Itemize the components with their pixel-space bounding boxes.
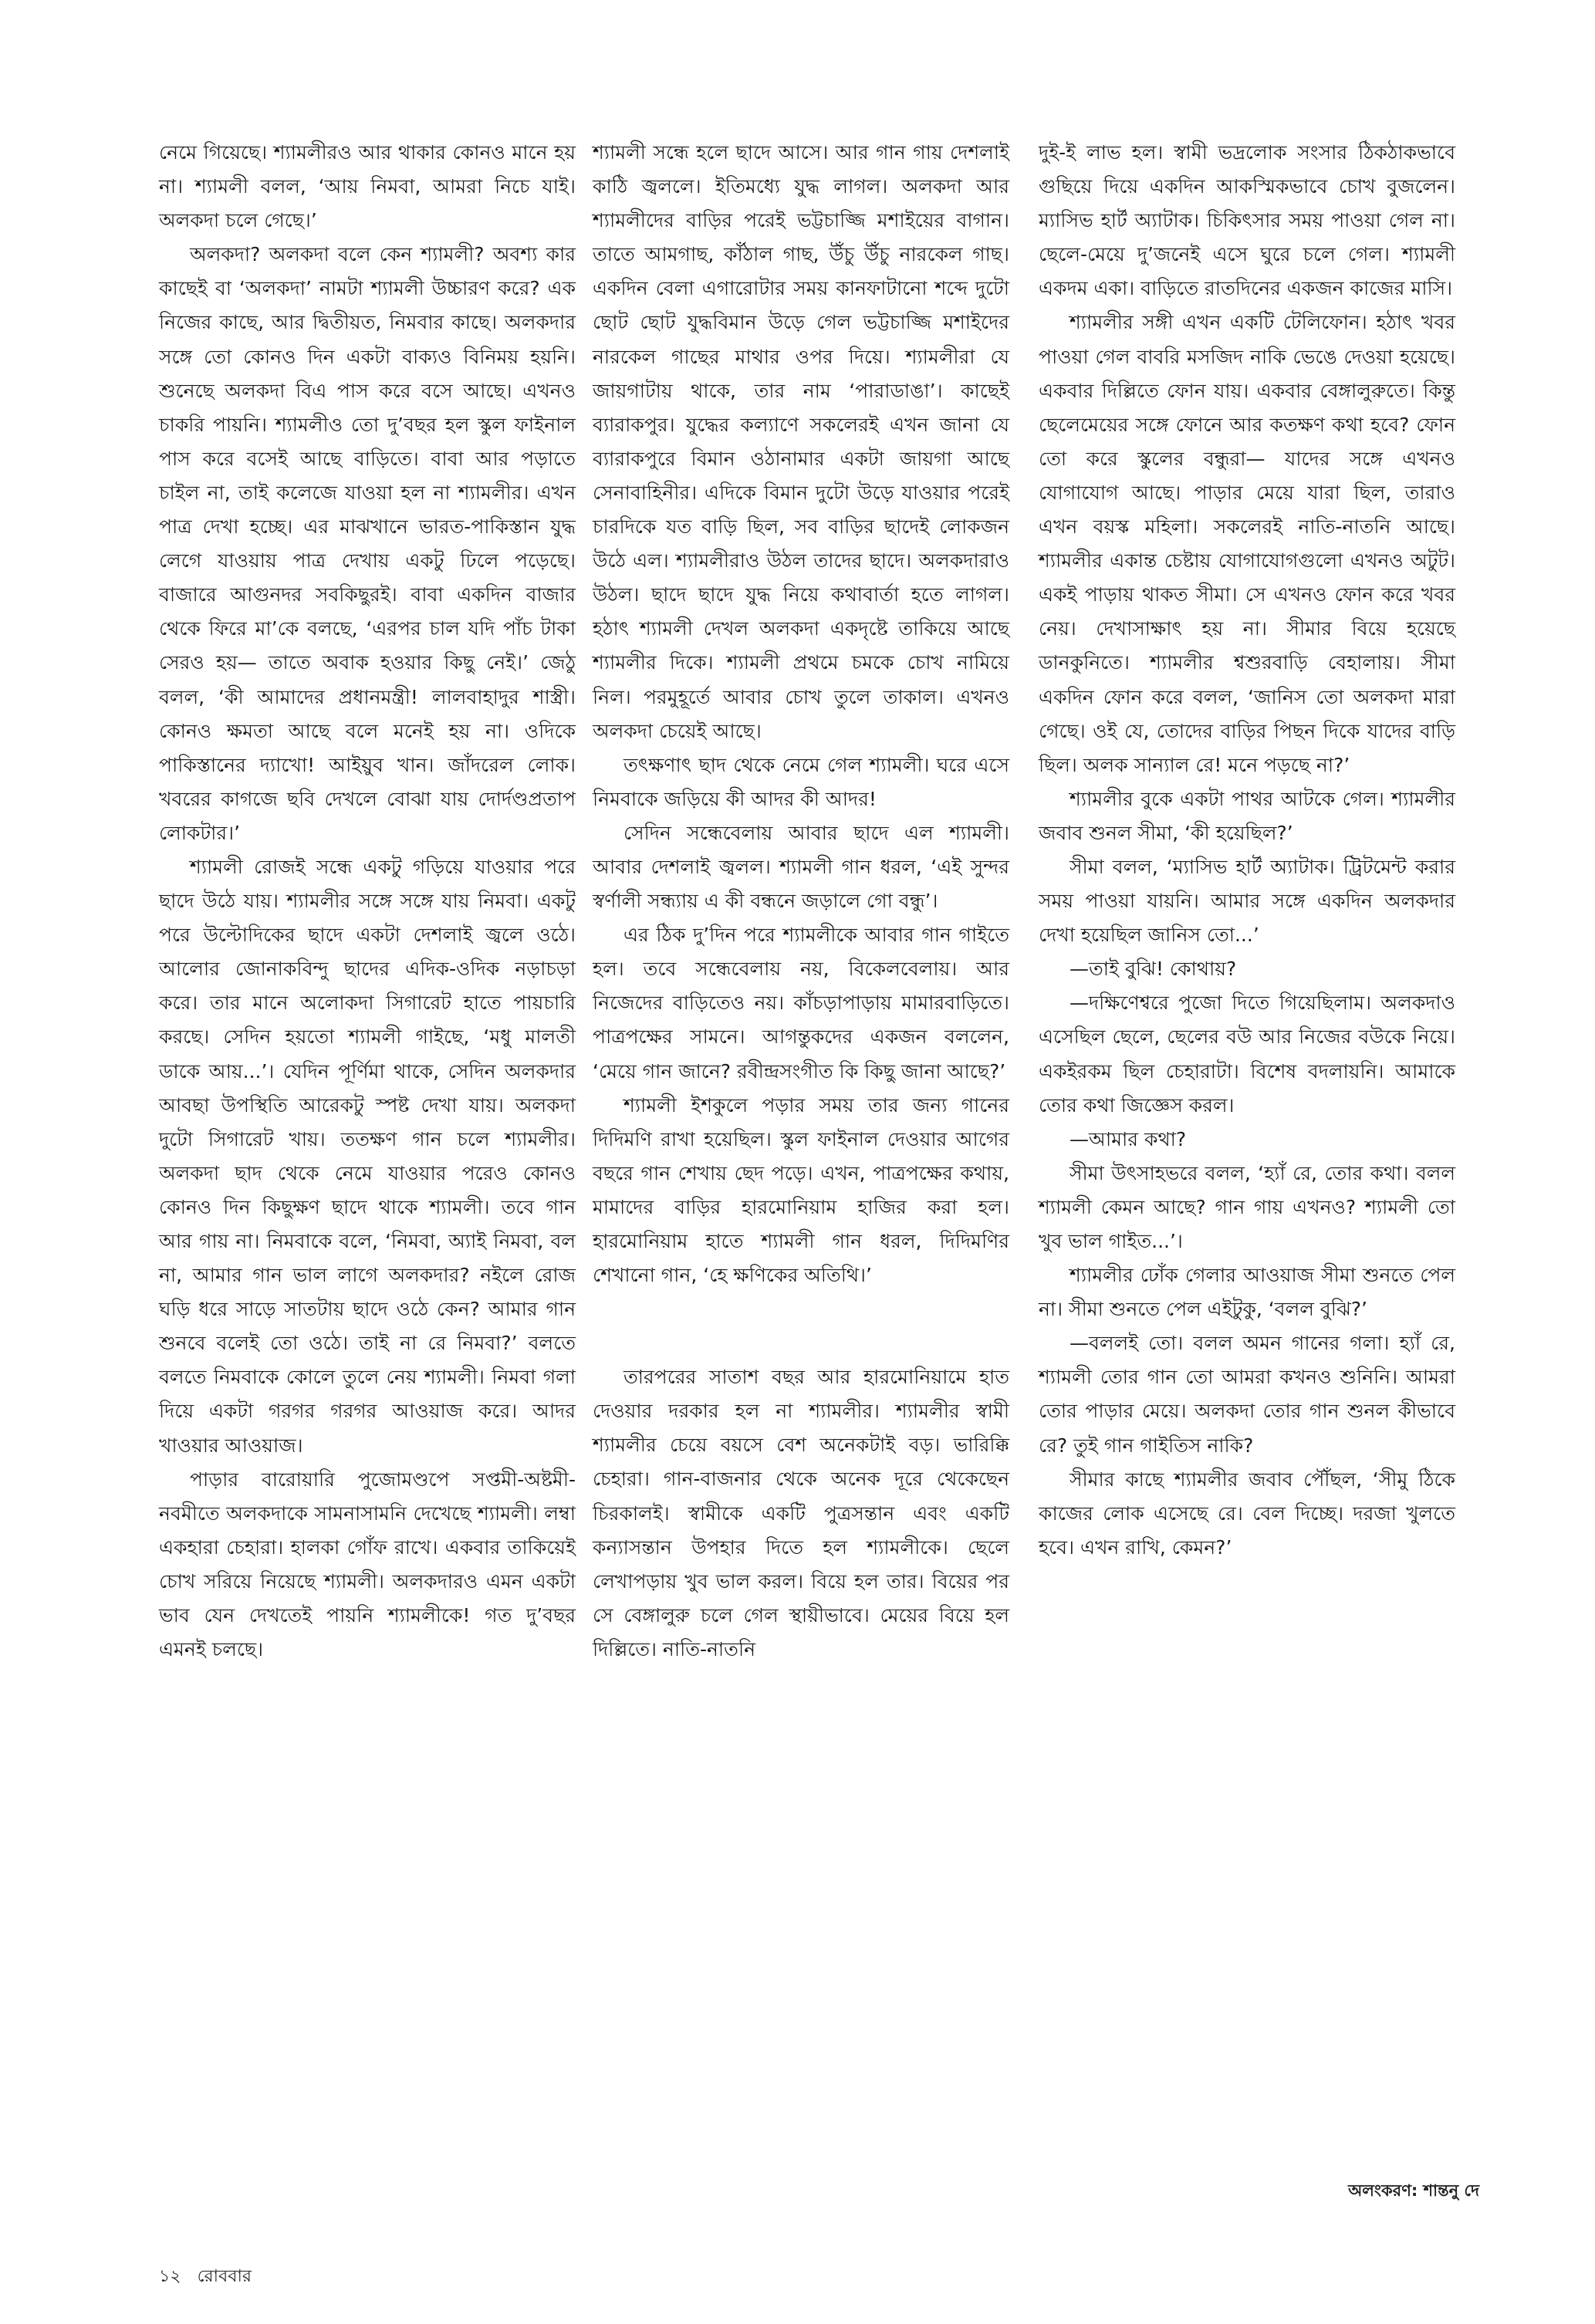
paragraph: তৎক্ষণাৎ ছাদ থেকে নেমে গেল শ্যামলী। ঘরে এসে নিমবাকে জড়িয়ে কী আদর কী আদর! [593,753,1009,810]
paragraph: এর ঠিক দু’দিন পরে শ্যামলীকে আবার গান গাইতে হল। তবে সন্ধেবেলায় নয়, বিকেলবেলায়। আর নিজেদের বাড়িতেও নয়। কাঁচড়াপাড়ায় মামারবাড়িতে। পাত্রপক্ষের সামনে। আগন্তুকদের একজন বললেন, ‘মেয়ে গান জানে? রবীন্দ্রসংগীত কি কিছু জানা আছে?’ [593,924,1009,1083]
paragraph: তারপরের সাতাশ বছর আর হারমোনিয়ামে হাত দেওয়ার দরকার হল না শ্যামলীর। শ্যামলীর স্বামী শ্যামলীর চেয়ে বয়সে বেশ অনেকটাই বড়। ভারিক্কি চেহারা। গান-বাজনার থেকে অনেক দূরে থেকেছেন চিরকালই। স্বামীকে একটি পুত্রসন্তান এবং একটি কন্যাসন্তান উপহার দিতে হল শ্যামলীকে। ছেলে লেখাপড়ায় খুব ভাল করল। বিয়ে হল তার। বিয়ের পর সে বেঙ্গালুরু চলে গেল স্থায়ীভাবে। মেয়ের বিয়ে হল দিল্লিতে। নাতি-নাতনি [593,1366,1009,1660]
paragraph: শ্যামলী সন্ধে হলে ছাদে আসে। আর গান গায় দেশলাই কাঠি জ্বললে। ইতিমধ্যে যুদ্ধ লাগল। অলকদা আর শ্যামলীদের বাড়ির পরেই ভট্টচাজ্জি মশাইয়ের বাগান। তাতে আমগাছ, কাঁঠাল গাছ, উঁচু উঁচু নারকেল গাছ। একদিন বেলা এগারোটার সময় কানফাটানো শব্দে দুটো ছোট ছোট যুদ্ধবিমান উড়ে গেল ভট্টচাজ্জি মশাইদের নারকেল গাছের মাথার ওপর দিয়ে। শ্যামলীরা যে জায়গাটায় থাকে, তার নাম ‘পারাডাঙা’। কাছেই ব্যারাকপুর। যুদ্ধের কল্যাণে সকলেরই এখন জানা যে ব্যারাকপুরে বিমান ওঠানামার একটা জায়গা আছে সেনাবাহিনীর। এদিকে বিমান দুটো উড়ে যাওয়ার পরেই চারদিকে যত বাড়ি ছিল, সব বাড়ির ছাদেই লোকজন উঠে এল। শ্যামলীরাও উঠল তাদের ছাদে। অলকদারাও উঠল। ছাদে ছাদে যুদ্ধ নিয়ে কথাবার্তা হতে লাগল। হঠাৎ শ্যামলী দেখল অলকদা একদৃষ্টে তাকিয়ে আছে শ্যামলীর দিকে। শ্যামলী প্রথমে চমকে চোখ নামিয়ে নিল। পরমুহূর্তে আবার চোখ তুলে তাকাল। এখনও অলকদা চেয়েই আছে। [593,141,1009,742]
paragraph: —বললই তো। বলল অমন গানের গলা। হ্যাঁ রে, শ্যামলী তোর গান তো আমরা কখনও শুনিনি। আমরা তোর পাড়ার মেয়ে। অলকদা তোর গান শুনল কীভাবে রে? তুই গান গাইতিস নাকি? [1039,1332,1455,1457]
text-column-2 [593,136,1009,1667]
text-column-1 [159,136,576,1667]
text-column-3 [1039,136,1455,1565]
paragraph: সীমা বলল, ‘ম্যাসিভ হার্ট অ্যাটাক। ট্রিটমেন্ট করার সময় পাওয়া যায়নি। আমার সঙ্গে একদিন অলকদার দেখা হয়েছিল জানিস তো...’ [1039,855,1455,947]
paragraph: সেদিন সন্ধেবেলায় আবার ছাদে এল শ্যামলী। আবার দেশলাই জ্বলল। শ্যামলী গান ধরল, ‘এই সুন্দর স্বর্ণালী সন্ধ্যায় এ কী বন্ধনে জড়ালে গো বন্ধু’। [593,821,1009,913]
page-footer [159,2265,252,2289]
illustration-credit: অলংকরণ: শান্তনু দে [1348,2181,1479,2200]
paragraph: —আমার কথা? [1070,1127,1187,1150]
paragraph: অলকদা? অলকদা বলে কেন শ্যামলী? অবশ্য কার কাছেই বা ‘অলকদা’ নামটা শ্যামলী উচ্চারণ করে? এক নিজের কাছে, আর দ্বিতীয়ত, নিমবার কাছে। অলকদার সঙ্গে তো কোনও দিন একটা বাক্যও বিনিময় হয়নি। শুনেছে অলকদা বিএ পাস করে বসে আছে। এখনও চাকরি পায়নি। শ্যামলীও তো দু’বছর হল স্কুল ফাইনাল পাস করে বসেই আছে বাড়িতে। বাবা আর পড়াতে চাইল না, তাই কলেজে যাওয়া হল না শ্যামলীর। এখন পাত্র দেখা হচ্ছে। এর মাঝখানে ভারত-পাকিস্তান যুদ্ধ লেগে যাওয়ায় পাত্র দেখায় একটু ঢিলে পড়েছে। বাজারে আগুনদর সবকিছুরই। বাবা একদিন বাজার থেকে ফিরে মা’কে বলছে, ‘এরপর চাল যদি পাঁচ টাকা সেরও হয়— তাতে অবাক হওয়ার কিছু নেই।’ জেঠু বলল, ‘কী আমাদের প্রধানমন্ত্রী! লালবাহাদুর শাস্ত্রী। কোনও ক্ষমতা আছে বলে মনেই হয় না। ওদিকে পাকিস্তানের দ্যাখো! আইয়ুব খান। জাঁদরেল লোক। খবরের কাগজে ছবি দেখলে বোঝা যায় দোর্দণ্ডপ্রতাপ লোকটার।’ [159,243,576,844]
paragraph: শ্যামলীর বুকে একটা পাথর আটকে গেল। শ্যামলীর জবাব শুনল সীমা, ‘কী হয়েছিল?’ [1039,787,1455,844]
paragraph: শ্যামলীর সঙ্গী এখন একটি টেলিফোন। হঠাৎ খবর পাওয়া গেল বাবরি মসজিদ নাকি ভেঙে দেওয়া হয়েছে। একবার দিল্লিতে ফোন যায়। একবার বেঙ্গালুরুতে। কিন্তু ছেলেমেয়ের সঙ্গে ফোনে আর কতক্ষণ কথা হবে? ফোন তো করে স্কুলের বন্ধুরা— যাদের সঙ্গে এখনও যোগাযোগ আছে। পাড়ার মেয়ে যারা ছিল, তারাও এখন বয়স্ক মহিলা। সকলেরই নাতি-নাতনি আছে। শ্যামলীর একান্ত চেষ্টায় যোগাযোগগুলো এখনও অটুট। একই পাড়ায় থাকত সীমা। সে এখনও ফোন করে খবর নেয়। দেখাসাক্ষাৎ হয় না। সীমার বিয়ে হয়েছে ডানকুনিতে। শ্যামলীর শ্বশুরবাড়ি বেহালায়। সীমা একদিন ফোন করে বলল, ‘জানিস তো অলকদা মারা গেছে। ওই যে, তোদের বাড়ির পিছন দিকে যাদের বাড়ি ছিল। অলক সান্যাল রে! মনে পড়ছে না?’ [1039,311,1455,776]
paragraph: পাড়ার বারোয়ারি পুজোমণ্ডপে সপ্তমী-অষ্টমী-নবমীতে অলকদাকে সামনাসামনি দেখেছে শ্যামলী। লম্বা একহারা চেহারা। হালকা গোঁফ রাখে। একবার তাকিয়েই চোখ সরিয়ে নিয়েছে শ্যামলী। অলকদারও এমন একটা ভাব যেন দেখতেই পায়নি শ্যামলীকে! গত দু’বছর এমনই চলছে। [159,1468,576,1661]
paragraph: —তাই বুঝি! কোথায়? [1070,958,1237,981]
paragraph: সীমা উৎসাহভরে বলল, ‘হ্যাঁ রে, তোর কথা। বলল শ্যামলী কেমন আছে? গান গায় এখনও? শ্যামলী তো খুব ভাল গাইত...’। [1039,1161,1455,1252]
paragraph: সীমার কাছে শ্যামলীর জবাব পৌঁছল, ‘সীমু ঠিকে কাজের লোক এসেছে রে। বেল দিচ্ছে। দরজা খুলতে হবে। এখন রাখি, কেমন?’ [1039,1468,1455,1559]
paragraph: নেমে গিয়েছে। শ্যামলীরও আর থাকার কোনও মানে হয় না। শ্যামলী বলল, ‘আয় নিমবা, আমরা নিচে যাই। অলকদা চলে গেছে।’ [159,141,576,232]
paragraph: —দক্ষিণেশ্বরে পুজো দিতে গিয়েছিলাম। অলকদাও এসেছিল ছেলে, ছেলের বউ আর নিজের বউকে নিয়ে। একইরকম ছিল চেহারাটা। বিশেষ বদলায়নি। আমাকে তোর কথা জিজ্ঞেস করল। [1039,991,1455,1116]
paragraph: শ্যামলী রোজই সন্ধে একটু গড়িয়ে যাওয়ার পরে ছাদে উঠে যায়। শ্যামলীর সঙ্গে সঙ্গে যায় নিমবা। একটু পরে উল্টোদিকের ছাদে একটা দেশলাই জ্বলে ওঠে। আলোর জোনাকবিন্দু ছাদের এদিক-ওদিক নড়াচড়া করে। তার মানে অলোকদা সিগারেট হাতে পায়চারি করছে। সেদিন হয়তো শ্যামলী গাইছে, ‘মধু মালতী ডাকে আয়...’। যেদিন পূর্ণিমা থাকে, সেদিন অলকদার আবছা উপস্থিতি আরেকটু স্পষ্ট দেখা যায়। অলকদা দুটো সিগারেট খায়। ততক্ষণ গান চলে শ্যামলীর। অলকদা ছাদ থেকে নেমে যাওয়ার পরেও কোনও কোনও দিন কিছুক্ষণ ছাদে থাকে শ্যামলী। তবে গান আর গায় না। নিমবাকে বলে, ‘নিমবা, অ্যাই নিমবা, বল না, আমার গান ভাল লাগে অলকদার? নইলে রোজ ঘড়ি ধরে সাড়ে সাতটায় ছাদে ওঠে কেন? আমার গান শুনবে বলেই তো ওঠে। তাই না রে নিমবা?’ বলতে বলতে নিমবাকে কোলে তুলে নেয় শ্যামলী। নিমবা গলা দিয়ে একটা গরগর গরগর আওয়াজ করে। আদর খাওয়ার আওয়াজ। [159,855,576,1457]
page-number: ১২ [159,2267,181,2286]
paragraph: দুই-ই লাভ হল। স্বামী ভদ্রলোক সংসার ঠিকঠাকভাবে গুছিয়ে দিয়ে একদিন আকস্মিকভাবে চোখ বুজলেন। ম্যাসিভ হার্ট অ্যাটাক। চিকিৎসার সময় পাওয়া গেল না। ছেলে-মেয়ে দু’জনেই এসে ঘুরে চলে গেল। শ্যামলী একদম একা। বাড়িতে রাতদিনের একজন কাজের মাসি। [1039,141,1455,300]
magazine-name: রোববার [197,2267,252,2286]
paragraph: শ্যামলীর ঢোঁক গেলার আওয়াজ সীমা শুনতে পেল না। সীমা শুনতে পেল এইটুকু, ‘বলল বুঝি?’ [1039,1264,1455,1321]
paragraph: শ্যামলী ইশকুলে পড়ার সময় তার জন্য গানের দিদিমণি রাখা হয়েছিল। স্কুল ফাইনাল দেওয়ার আগের বছরে গান শেখায় ছেদ পড়ে। এখন, পাত্রপক্ষের কথায়, মামাদের বাড়ির হারমোনিয়াম হাজির করা হল। হারমোনিয়াম হাতে শ্যামলী গান ধরল, দিদিমণির শেখানো গান, ‘হে ক্ষণিকের অতিথি।’ [593,1093,1009,1287]
